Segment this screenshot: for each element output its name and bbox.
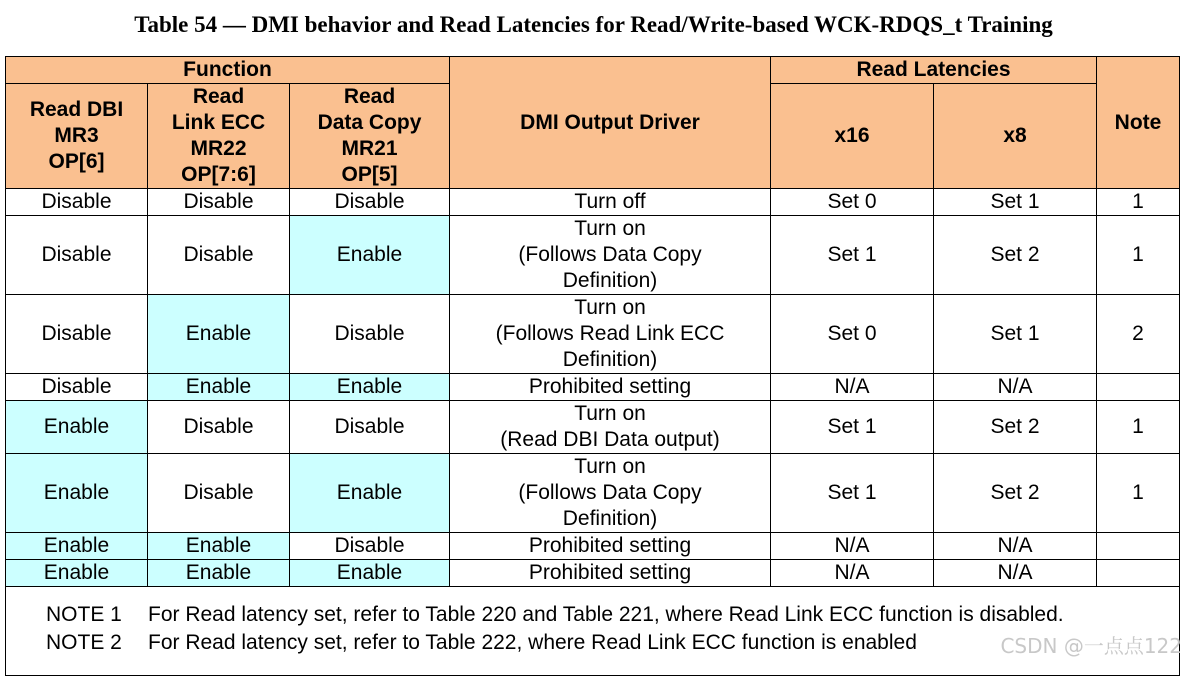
note-cell (1097, 374, 1180, 401)
read-data-copy-cell: Disable (290, 401, 450, 454)
table-row (6, 216, 1180, 295)
dmi-output-cell: Turn on (Follows Data Copy Definition) (450, 216, 771, 295)
read-link-ecc-cell: Disable (148, 454, 290, 533)
table-row (6, 454, 1180, 533)
x16-cell: N/A (771, 374, 934, 401)
x16-cell: Set 0 (771, 295, 934, 374)
x8-cell: N/A (934, 374, 1097, 401)
note-cell: 1 (1097, 216, 1180, 295)
read-link-ecc-cell: Disable (148, 189, 290, 216)
read-link-ecc-cell: Enable (148, 295, 290, 374)
x8-cell: Set 2 (934, 454, 1097, 533)
table-title: Table 54 — DMI behavior and Read Latencies for Read/Write-based WCK-RDQS_t Training (134, 12, 1053, 37)
x8-cell: Set 1 (934, 189, 1097, 216)
read-dbi-cell: Disable (6, 374, 148, 401)
note-cell (1097, 560, 1180, 587)
x8-cell: N/A (934, 533, 1097, 560)
dmi-behavior-table (5, 56, 1180, 676)
dmi-output-cell: Turn on (Follows Read Link ECC Definition) (450, 295, 771, 374)
function-group-header: Function (6, 57, 450, 84)
note-1 (6, 601, 1179, 629)
read-link-ecc-cell: Disable (148, 216, 290, 295)
note-header: Note (1097, 57, 1180, 189)
read-data-copy-cell: Enable (290, 454, 450, 533)
x8-cell: N/A (934, 560, 1097, 587)
read-link-ecc-cell: Enable (148, 560, 290, 587)
read-dbi-cell: Disable (6, 216, 148, 295)
x16-cell: N/A (771, 560, 934, 587)
read-data-copy-header: Read Data Copy MR21 OP[5] (290, 84, 450, 189)
x16-cell: Set 0 (771, 189, 934, 216)
read-dbi-cell: Disable (6, 295, 148, 374)
table-row (6, 533, 1180, 560)
dmi-output-driver-header: DMI Output Driver (450, 57, 771, 189)
read-dbi-cell: Disable (6, 189, 148, 216)
read-latencies-group-header: Read Latencies (771, 57, 1097, 84)
x16-header: x16 (771, 84, 934, 189)
read-dbi-cell: Enable (6, 454, 148, 533)
read-data-copy-cell: Disable (290, 533, 450, 560)
read-data-copy-cell: Disable (290, 189, 450, 216)
note-cell: 1 (1097, 401, 1180, 454)
dmi-output-cell: Prohibited setting (450, 533, 771, 560)
read-data-copy-cell: Enable (290, 374, 450, 401)
x16-cell: Set 1 (771, 454, 934, 533)
x8-header: x8 (934, 84, 1097, 189)
read-dbi-cell: Enable (6, 401, 148, 454)
read-link-ecc-header: Read Link ECC MR22 OP[7:6] (148, 84, 290, 189)
table-row (6, 401, 1180, 454)
x8-cell: Set 1 (934, 295, 1097, 374)
note-cell: 1 (1097, 454, 1180, 533)
x16-cell: N/A (771, 533, 934, 560)
x16-cell: Set 1 (771, 401, 934, 454)
x16-cell: Set 1 (771, 216, 934, 295)
note-cell: 2 (1097, 295, 1180, 374)
dmi-output-cell: Turn off (450, 189, 771, 216)
watermark: CSDN @一点点122 (1000, 634, 1182, 658)
note-1-id: NOTE 1 (46, 603, 122, 626)
x8-cell: Set 2 (934, 401, 1097, 454)
table-row (6, 374, 1180, 401)
table-row (6, 295, 1180, 374)
read-link-ecc-cell: Disable (148, 401, 290, 454)
read-data-copy-cell: Enable (290, 560, 450, 587)
read-dbi-header: Read DBI MR3 OP[6] (6, 84, 148, 189)
read-data-copy-cell: Enable (290, 216, 450, 295)
x8-cell: Set 2 (934, 216, 1097, 295)
note-cell: 1 (1097, 189, 1180, 216)
note-2-text: For Read latency set, refer to Table 222, where Read Link ECC function is enabled (148, 631, 917, 654)
read-data-copy-cell: Disable (290, 295, 450, 374)
dmi-output-cell: Prohibited setting (450, 560, 771, 587)
read-dbi-cell: Enable (6, 533, 148, 560)
read-link-ecc-cell: Enable (148, 533, 290, 560)
note-cell (1097, 533, 1180, 560)
table-row (6, 189, 1180, 216)
note-2-id: NOTE 2 (46, 631, 122, 654)
read-link-ecc-cell: Enable (148, 374, 290, 401)
dmi-output-cell: Turn on (Follows Data Copy Definition) (450, 454, 771, 533)
dmi-output-cell: Prohibited setting (450, 374, 771, 401)
dmi-output-cell: Turn on (Read DBI Data output) (450, 401, 771, 454)
read-dbi-cell: Enable (6, 560, 148, 587)
table-row (6, 560, 1180, 587)
note-1-text: For Read latency set, refer to Table 220 and Table 221, where Read Link ECC function is disabled. (148, 603, 1064, 626)
